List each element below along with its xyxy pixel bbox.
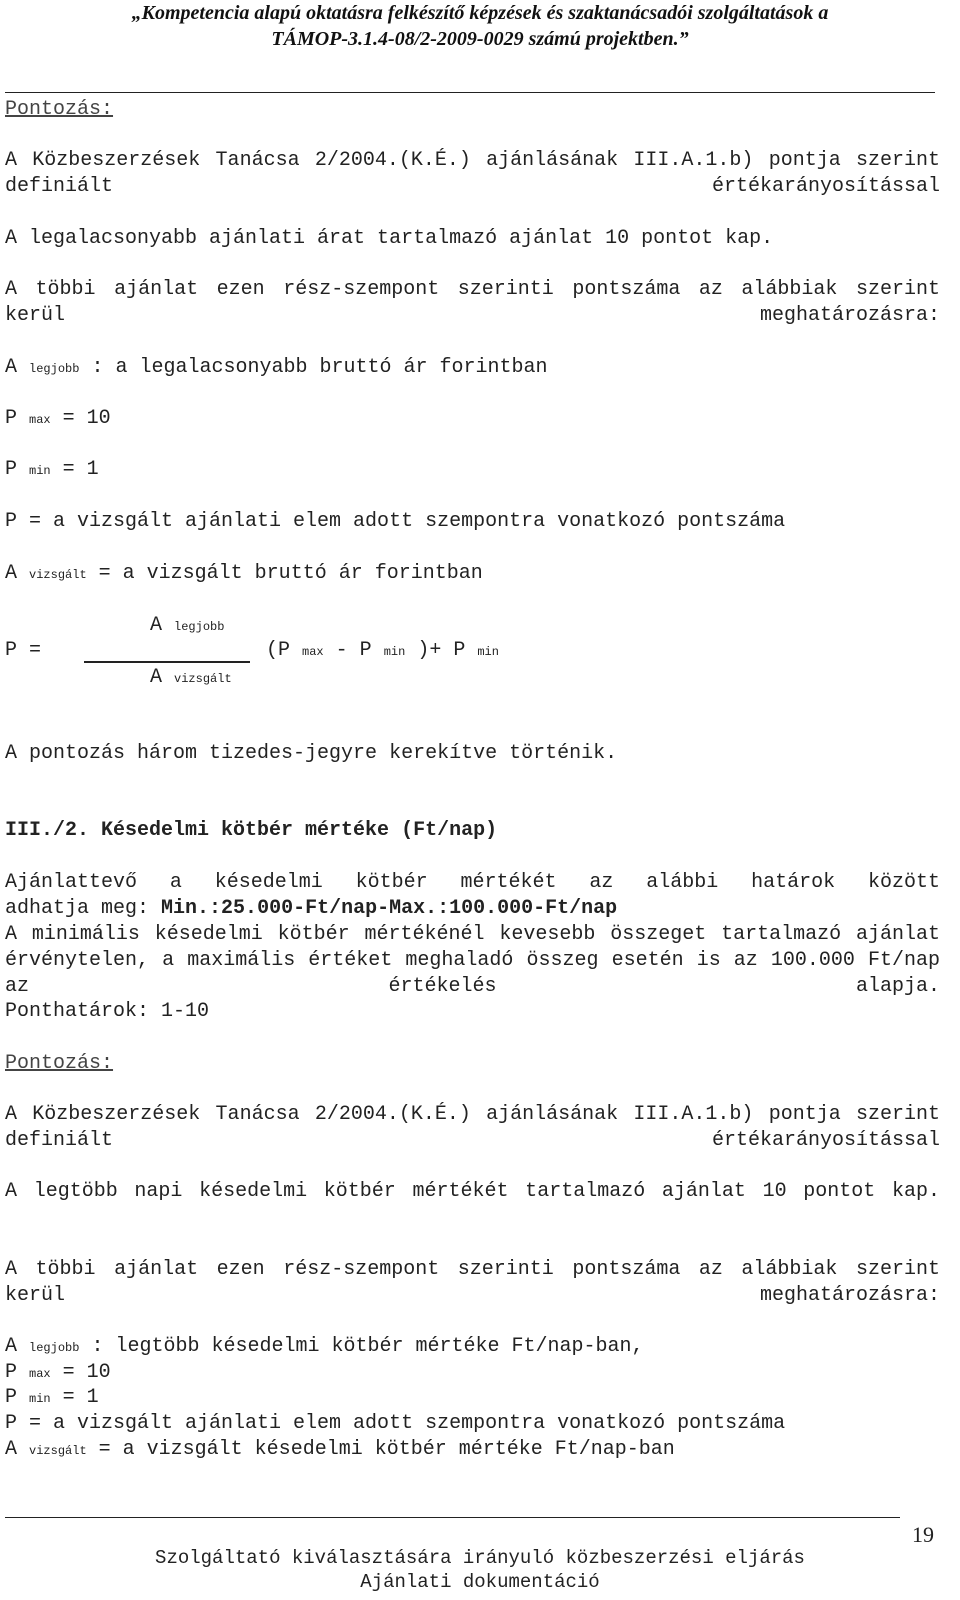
subscript-min: min: [477, 645, 499, 659]
subscript-vizsgalt: vizsgált: [174, 672, 232, 686]
rounding-text: A pontozás három tizedes-jegyre kerekítve történik.: [5, 742, 618, 765]
para1-bold-limits: Min.:25.000-Ft/nap-Max.:100.000-Ft/nap: [161, 897, 618, 920]
lowest-offer-text: A legalacsonyabb ajánlati árat tartalmazó ajánlat 10 pontot kap.: [5, 227, 774, 250]
subscript-legjobb: legjobb: [29, 362, 80, 376]
section-heading: III./2. Késedelmi kötbér mértéke (Ft/nap): [5, 819, 498, 842]
def-text: = 1: [62, 458, 99, 481]
para1-plain: adhatja meg:: [5, 897, 150, 920]
subscript-max: max: [302, 645, 324, 659]
rhs-minus: - P: [335, 639, 372, 662]
def-pmin-1: [5, 457, 99, 484]
highest-offer-paragraph: A legtöbb napi késedelmi kötbér mértékét tartalmazó ajánlat 10 pontot kap.: [5, 1180, 940, 1203]
para1-line1: Ajánlattevő a késedelmi kötbér mértékét az alábbi határok között: [5, 871, 940, 894]
var-p: P: [5, 407, 18, 430]
intro-paragraph-2: A Közbeszerzések Tanácsa 2/2004.(K.É.) ajánlásának III.A.1.b) pontja szerint definiált értékarányosítással: [5, 1103, 940, 1152]
def-legjobb-2: [5, 1334, 644, 1361]
def-text: : a legalacsonyabb bruttó ár forintban: [91, 356, 548, 379]
def-text: = 10: [62, 407, 111, 430]
formula-rhs: [266, 638, 499, 665]
subscript-min: min: [383, 645, 406, 659]
subscript-legjobb: legjobb: [174, 620, 225, 634]
page-number: 19: [912, 1522, 934, 1547]
header-line-2: TÁMOP-3.1.4-08/2-2009-0029 számú projektben.”: [271, 28, 689, 50]
var-a: A: [5, 356, 18, 379]
ponthatarok-text: Ponthatárok: 1-10: [5, 1000, 210, 1023]
var-a: A: [150, 666, 163, 689]
other-offers-paragraph-2: A többi ajánlat ezen rész-szempont szerinti pontszáma az alábbiak szerint kerül meghatározásra:: [5, 1258, 940, 1307]
subscript-min: min: [29, 464, 51, 478]
fraction-bar: [84, 661, 250, 663]
other-offers-paragraph-1: A többi ajánlat ezen rész-szempont szerinti pontszáma az alábbiak szerint kerül meghatározásra:: [5, 278, 940, 327]
subscript-vizsgalt: vizsgált: [29, 568, 87, 582]
pontozas-label-2: Pontozás:: [5, 1052, 114, 1075]
var-a: A: [150, 614, 163, 637]
subscript-max: max: [29, 413, 51, 427]
pontozas-label-1: Pontozás:: [5, 98, 114, 121]
def-p-1: P = a vizsgált ajánlati elem adott szempontra vonatkozó pontszáma: [5, 510, 786, 533]
footer-line-1: Szolgáltató kiválasztására irányuló közbeszerzési eljárás: [155, 1547, 805, 1569]
def-text: = a vizsgált késedelmi kötbér mértéke Ft/nap-ban: [98, 1438, 675, 1461]
var-p: P: [5, 1361, 18, 1384]
var-p: P: [5, 1386, 18, 1409]
formula-lhs: P =: [5, 639, 42, 662]
footer-line-2: Ajánlati dokumentáció: [360, 1571, 600, 1593]
intro-paragraph-1: A Közbeszerzések Tanácsa 2/2004.(K.É.) ajánlásának III.A.1.b) pontja szerint definiált értékarányosítással: [5, 149, 940, 198]
formula-numerator: [150, 613, 224, 640]
def-avizsgalt-1: [5, 561, 483, 588]
def-text: = 10: [62, 1361, 111, 1384]
subscript-max: max: [29, 1367, 51, 1381]
rhs-open: (P: [266, 639, 291, 662]
rhs-close: )+ P: [417, 639, 466, 662]
para1-line2: [5, 896, 617, 922]
def-pmin-2: [5, 1385, 99, 1412]
var-p: P: [5, 458, 18, 481]
var-a: A: [5, 1438, 18, 1461]
subscript-legjobb: legjobb: [29, 1341, 80, 1355]
header-rule: [5, 92, 935, 93]
def-text: : legtöbb késedelmi kötbér mértéke Ft/nap-ban,: [91, 1335, 644, 1358]
def-legjobb-1: [5, 355, 548, 382]
formula-denominator: [150, 665, 232, 692]
def-avizsgalt-2: [5, 1437, 675, 1464]
subscript-vizsgalt: vizsgált: [29, 1444, 87, 1458]
def-pmax-1: [5, 406, 111, 433]
def-p-2: P = a vizsgált ajánlati elem adott szempontra vonatkozó pontszáma: [5, 1412, 786, 1435]
def-pmax-2: [5, 1360, 111, 1387]
subscript-min: min: [29, 1392, 51, 1406]
para2: A minimális késedelmi kötbér mértékénél kevesebb összeget tartalmazó ajánlat érvénytelen, a maximális értéket meghaladó összeg esetén is az 100.000 Ft/nap az értékelés alapja.: [5, 923, 940, 998]
header-line-1: „Kompetencia alapú oktatásra felkészítő képzések és szaktanácsadói szolgáltatások a: [131, 2, 829, 24]
def-text: = a vizsgált bruttó ár forintban: [98, 562, 483, 585]
def-text: = 1: [62, 1386, 99, 1409]
var-a: A: [5, 1335, 18, 1358]
var-a: A: [5, 562, 18, 585]
footer-rule: [5, 1517, 900, 1518]
